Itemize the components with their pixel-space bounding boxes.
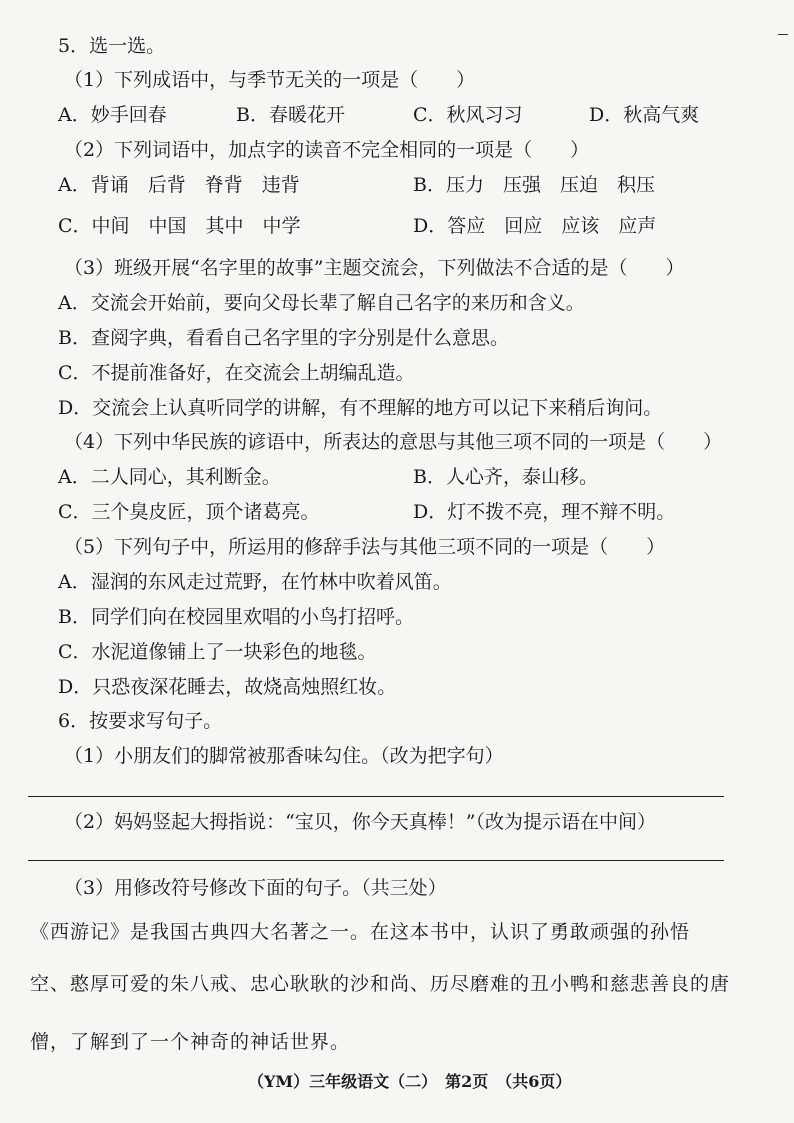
q5-title: 5．选一选。 (58, 35, 166, 57)
q5-2-option-a[interactable]: A．背诵 后背 脊背 违背 (58, 174, 300, 196)
q5-5-option-d[interactable]: D．只恐夜深花睡去，故烧高烛照红妆。 (58, 676, 397, 698)
q5-4-option-c[interactable]: C．三个臭皮匠，顶个诸葛亮。 (58, 501, 320, 523)
q5-1-option-b[interactable]: B．春暖花开 (236, 104, 345, 126)
q5-1-option-c[interactable]: C．秋风习习 (413, 104, 523, 126)
q5-5-option-c[interactable]: C．水泥道像铺上了一块彩色的地毯。 (58, 641, 377, 663)
q5-5-option-b[interactable]: B．同学们向在校园里欢唱的小鸟打招呼。 (58, 606, 414, 628)
q6-1-prompt: （1）小朋友们的脚常被那香味勾住。（改为把字句） (64, 745, 504, 767)
q5-4-option-d[interactable]: D．灯不拨不亮，理不辩不明。 (413, 501, 676, 523)
q6-title: 6．按要求写句子。 (58, 710, 223, 732)
q6-3-prompt: （3）用修改符号修改下面的句子。（共三处） (64, 877, 447, 899)
q6-2-answer-line[interactable] (28, 860, 724, 861)
q5-2-option-d[interactable]: D．答应 回应 应该 应声 (413, 215, 657, 237)
q5-4-stem: （4）下列中华民族的谚语中，所表达的意思与其他三项不同的一项是（ ） (64, 431, 723, 453)
q5-2-stem: （2）下列词语中，加点字的读音不完全相同的一项是（ ） (64, 139, 590, 161)
q5-5-option-a[interactable]: A．湿润的东风走过荒野，在竹林中吹着风笛。 (58, 571, 452, 593)
page-footer: （YM）三年级语文（二） 第2页 （共6页） (248, 1072, 572, 1091)
q6-3-passage-line-3: 僧，了解到了一个神奇的神话世界。 (30, 1031, 351, 1053)
q5-3-option-c[interactable]: C．不提前准备好，在交流会上胡编乱造。 (58, 362, 415, 384)
q5-3-option-a[interactable]: A．交流会开始前，要向父母长辈了解自己名字的来历和含义。 (58, 292, 585, 314)
q5-3-option-b[interactable]: B．查阅字典，看看自己名字里的字分别是什么意思。 (58, 327, 509, 349)
q5-1-option-d[interactable]: D．秋高气爽 (589, 104, 700, 126)
q5-1-stem: （1）下列成语中，与季节无关的一项是（ ） (64, 69, 476, 91)
q5-1-option-a[interactable]: A．妙手回春 (58, 104, 167, 126)
q6-1-answer-line[interactable] (28, 796, 724, 797)
q5-5-stem: （5）下列句子中，所运用的修辞手法与其他三项不同的一项是（ ） (64, 536, 666, 558)
q6-3-passage-line-1: 《西游记》是我国古典四大名著之一。在这本书中，认识了勇敢顽强的孙悟 (30, 921, 691, 943)
q6-3-passage-line-2: 空、憨厚可爱的朱八戒、忠心耿耿的沙和尚、历尽磨难的丑小鸭和慈悲善良的唐 (30, 973, 731, 995)
q5-2-option-b[interactable]: B．压力 压强 压迫 积压 (413, 174, 655, 196)
q5-4-option-b[interactable]: B．人心齐，泰山移。 (413, 466, 598, 488)
q5-3-stem: （3）班级开展“名字里的故事”主题交流会，下列做法不合适的是（ ） (64, 257, 685, 279)
q5-3-option-d[interactable]: D．交流会上认真听同学的讲解，有不理解的地方可以记下来稍后询问。 (58, 397, 663, 419)
edge-mark (778, 34, 788, 35)
q5-4-option-a[interactable]: A．二人同心，其利断金。 (58, 466, 281, 488)
q5-2-option-c[interactable]: C．中间 中国 其中 中学 (58, 215, 301, 237)
q6-2-prompt: （2）妈妈竖起大拇指说：“宝贝，你今天真棒！”（改为提示语在中间） (64, 811, 657, 833)
